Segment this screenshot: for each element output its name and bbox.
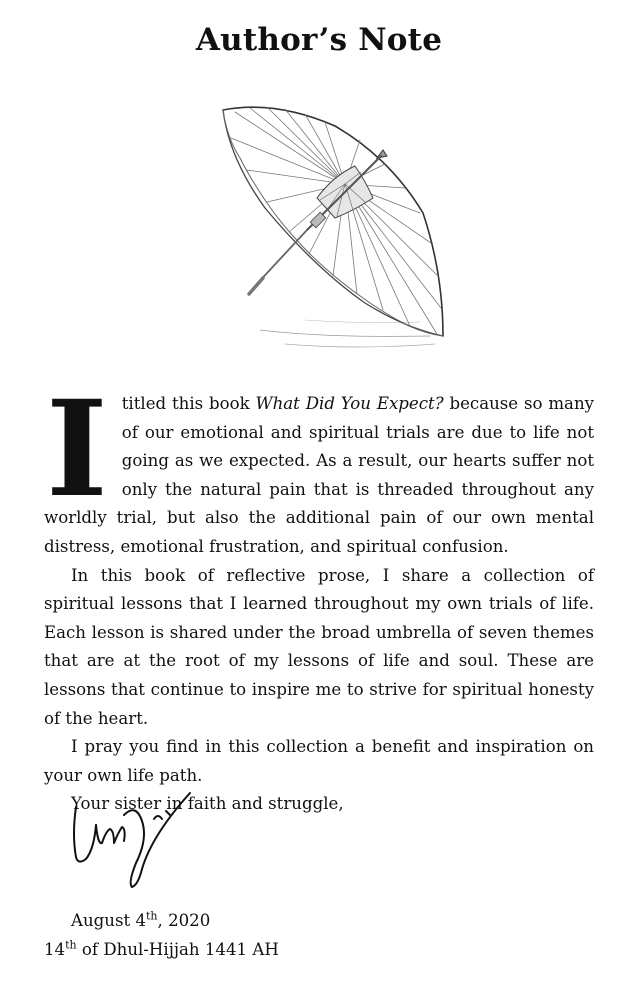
paragraph-1-rest: because so many of our emotional and spiritual trials are due to life not going as we expected. As a result, our hearts suffer not only the natural pain that is threaded throughout any worldly trial, but also the additional pain of our own mental distress, emotional frustration, and spiritual confusion. — [44, 394, 595, 556]
paragraph-1-lead: titled this book — [121, 394, 256, 413]
sign-off: Your sister in faith and struggle, — [71, 794, 344, 814]
date-hijri-rest: of Dhul-Hijjah 1441 AH — [76, 940, 279, 959]
parasol-umbrella-sketch-icon — [205, 98, 455, 360]
date-gregorian — [71, 907, 210, 935]
date-gregorian-year: , 2020 — [157, 911, 211, 930]
book-title: What Did You Expect? — [255, 394, 444, 413]
handwritten-signature-icon — [62, 785, 202, 895]
page-title: Author’s Note — [195, 22, 443, 58]
drop-cap: I — [46, 372, 108, 527]
date-hijri — [44, 936, 279, 964]
body-text — [44, 372, 595, 819]
paragraph-2: In this book of reflective prose, I share a collection of spiritual lessons that I learned throughout my own trials of life. Each lesson is shared under the broad umbrella of seven themes that are at the root of my lessons of life and soul. These are lessons that continue to inspire me to strive for spiritual honesty of the heart. — [44, 565, 594, 728]
paragraph-1 — [44, 372, 595, 562]
paragraph-3: I pray you find in this collection a benefit and inspiration on your own life path. — [44, 737, 594, 785]
date-hijri-day: 14 — [44, 940, 66, 959]
date-hijri-sup: th — [65, 938, 77, 952]
date-gregorian-sup: th — [146, 909, 158, 923]
date-gregorian-day: August 4 — [71, 911, 146, 930]
